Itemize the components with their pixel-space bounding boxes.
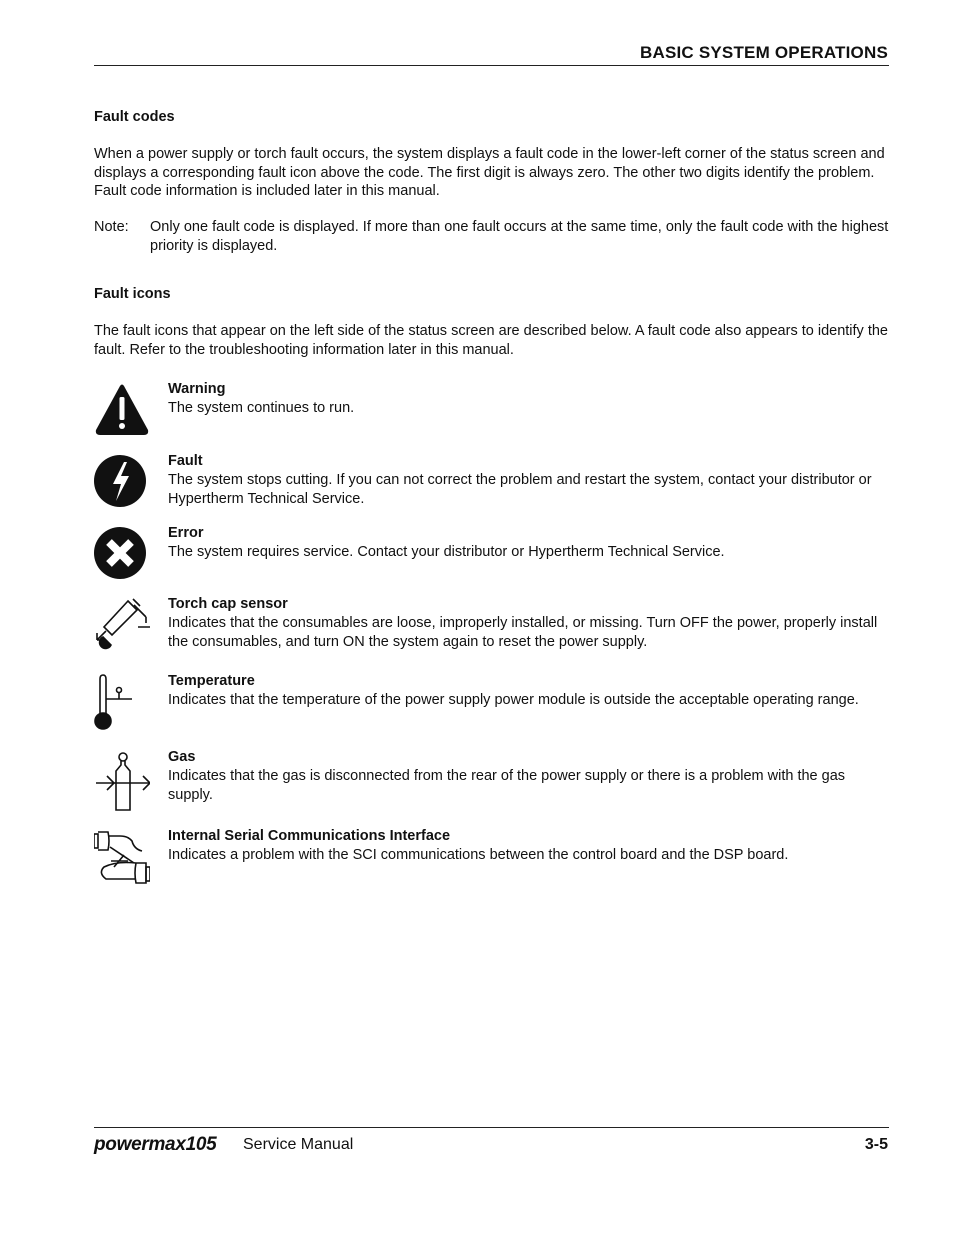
fault-codes-paragraph: When a power supply or torch fault occurs, the system displays a fault code in the lower-left corner of the status screen and displays a corresponding fault icon above the code. The first digit is always zero. The other two digits identify the problem. Fault code information is included later in this manual. <box>94 146 885 199</box>
note-label: Note: <box>94 219 129 235</box>
footer-rule <box>94 1127 889 1128</box>
error-x-icon <box>94 524 150 580</box>
fault-icon-title: Fault <box>168 453 203 469</box>
fault-lightning-icon <box>94 452 150 508</box>
page-header-title: BASIC SYSTEM OPERATIONS <box>640 43 888 62</box>
header-rule <box>94 65 889 66</box>
note-text: Only one fault code is displayed. If more than one fault occurs at the same time, only the fault code with the highest priority is displayed. <box>150 219 889 254</box>
footer-manual-title: Service Manual <box>243 1136 354 1153</box>
torch-cap-sensor-icon <box>94 595 150 651</box>
fault-icon-title: Gas <box>168 749 196 765</box>
fault-icon-description: The system stops cutting. If you can not correct the problem and restart the system, contact your distributor or Hypertherm Technical Service. <box>168 471 872 507</box>
fault-icon-description: Indicates that the consumables are loose, improperly installed, or missing. Turn OFF the power, properly install the consumables, and turn ON the system again to reset the power supply. <box>168 614 878 650</box>
fault-icons-paragraph: The fault icons that appear on the left side of the status screen are described below. A fault code also appears to identify the fault. Refer to the troubleshooting information later in this manual. <box>94 323 888 358</box>
fault-icon-description: Indicates that the gas is disconnected from the rear of the power supply or there is a problem with the gas supply. <box>168 767 846 803</box>
fault-icon-description: The system requires service. Contact your distributor or Hypertherm Technical Service. <box>168 543 725 560</box>
fault-icon-title: Internal Serial Communications Interface <box>168 828 451 844</box>
temperature-icon <box>94 672 150 728</box>
warning-triangle-icon <box>94 380 150 436</box>
fault-icon-description: The system continues to run. <box>168 399 355 416</box>
fault-codes-heading: Fault codes <box>94 109 175 125</box>
serial-interface-icon <box>94 827 150 883</box>
fault-icon-description: Indicates that the temperature of the power supply power module is outside the acceptable operating range. <box>168 691 859 708</box>
fault-icon-title: Torch cap sensor <box>168 596 288 612</box>
footer-brand-logo: powermax105 <box>94 1134 217 1155</box>
fault-icon-title: Temperature <box>168 673 255 689</box>
fault-icon-title: Error <box>168 525 204 541</box>
fault-icon-description: Indicates a problem with the SCI communications between the control board and the DSP board. <box>168 846 789 863</box>
fault-icons-heading: Fault icons <box>94 286 171 302</box>
fault-icon-title: Warning <box>168 381 226 397</box>
gas-icon <box>94 748 150 804</box>
page-number: 3-5 <box>864 1136 888 1153</box>
